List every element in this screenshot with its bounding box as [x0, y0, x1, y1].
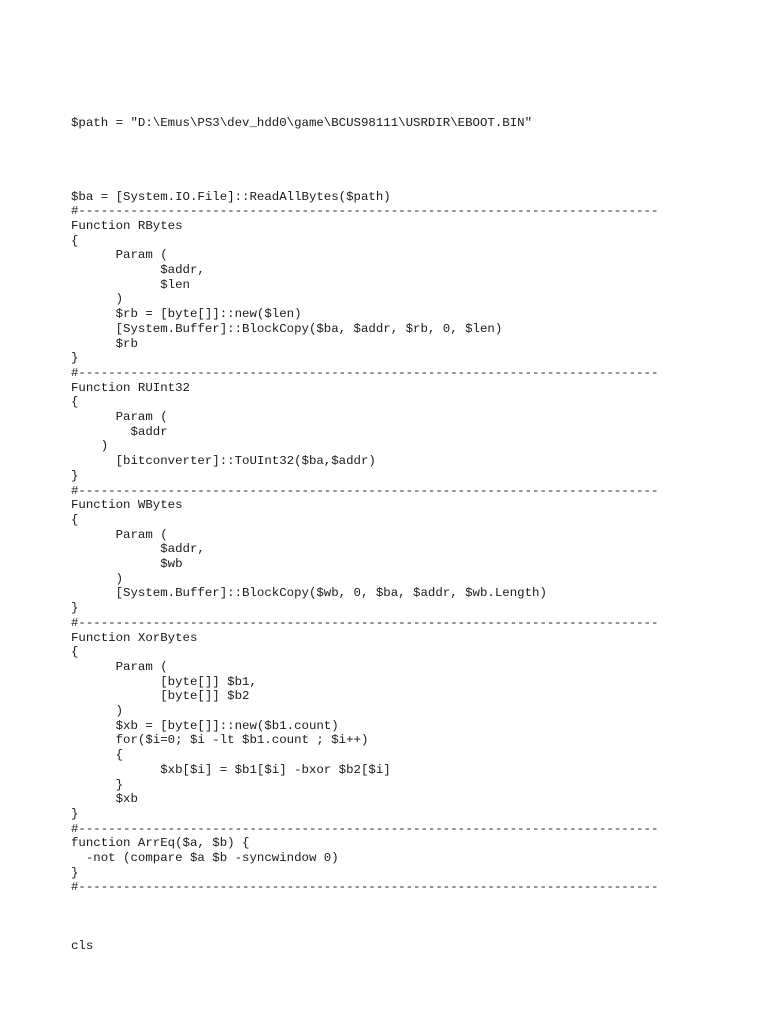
code-line: Function RUInt32	[71, 380, 190, 395]
code-line: Param (	[71, 527, 168, 542]
code-line: #------------------------------------------------------------------------------	[71, 615, 659, 630]
code-line: {	[71, 233, 79, 248]
code-line: $xb[$i] = $b1[$i] -bxor $b2[$i]	[71, 762, 391, 777]
code-line: [byte[]] $b2	[71, 689, 250, 704]
code-line: function ArrEq($a, $b) {	[71, 836, 250, 851]
code-line: {	[71, 748, 124, 763]
code-line: #------------------------------------------------------------------------------	[71, 483, 659, 498]
code-line: Param (	[71, 659, 168, 674]
code-line: Function XorBytes	[71, 630, 198, 645]
code-line: }	[71, 351, 79, 366]
code-line: #------------------------------------------------------------------------------	[71, 880, 659, 895]
code-line: [bitconverter]::ToUInt32($ba,$addr)	[71, 454, 376, 469]
code-line: for($i=0; $i -lt $b1.count ; $i++)	[71, 733, 369, 748]
code-line: $addr,	[71, 542, 205, 557]
code-line: Function RBytes	[71, 218, 183, 233]
code-line: )	[71, 704, 124, 718]
code-line: {	[71, 512, 79, 527]
code-line: )	[71, 439, 109, 454]
code-line: cls	[71, 939, 94, 954]
code-line: }	[71, 777, 124, 792]
code-line: #------------------------------------------------------------------------------	[71, 204, 659, 219]
code-line: $xb	[71, 792, 138, 807]
code-line: $rb	[71, 336, 138, 351]
code-line: [System.Buffer]::BlockCopy($ba, $addr, $rb, 0, $len)	[71, 321, 503, 336]
code-line: $path = "D:\Emus\PS3\dev_hdd0\game\BCUS98111\USRDIR\EBOOT.BIN"	[71, 116, 533, 130]
code-line: }	[71, 601, 79, 616]
code-line: [System.Buffer]::BlockCopy($wb, 0, $ba, $addr, $wb.Length)	[71, 586, 547, 601]
code-line: $wb	[71, 557, 183, 571]
code-line: }	[71, 468, 79, 483]
code-line: }	[71, 865, 79, 880]
code-line: $ba = [System.IO.File]::ReadAllBytes($path)	[71, 189, 391, 204]
code-line: #------------------------------------------------------------------------------	[71, 821, 659, 836]
code-line: -not (compare $a $b -syncwindow 0)	[71, 851, 339, 865]
code-line: )	[71, 292, 124, 307]
code-line: }	[71, 806, 79, 821]
code-line: #------------------------------------------------------------------------------	[71, 365, 659, 380]
code-line: $addr	[71, 424, 168, 439]
code-line: )	[71, 571, 124, 586]
code-line: Param (	[71, 248, 168, 263]
code-line: $addr,	[71, 263, 205, 277]
code-line: {	[71, 645, 79, 660]
code-line: $rb = [byte[]]::new($len)	[71, 307, 302, 322]
code-line: {	[71, 395, 79, 410]
code-line: $xb = [byte[]]::new($b1.count)	[71, 718, 339, 733]
code-line: [byte[]] $b1,	[71, 674, 257, 689]
code-line: Function WBytes	[71, 498, 183, 513]
code-line: $len	[71, 277, 190, 292]
code-line: Param (	[71, 410, 168, 424]
